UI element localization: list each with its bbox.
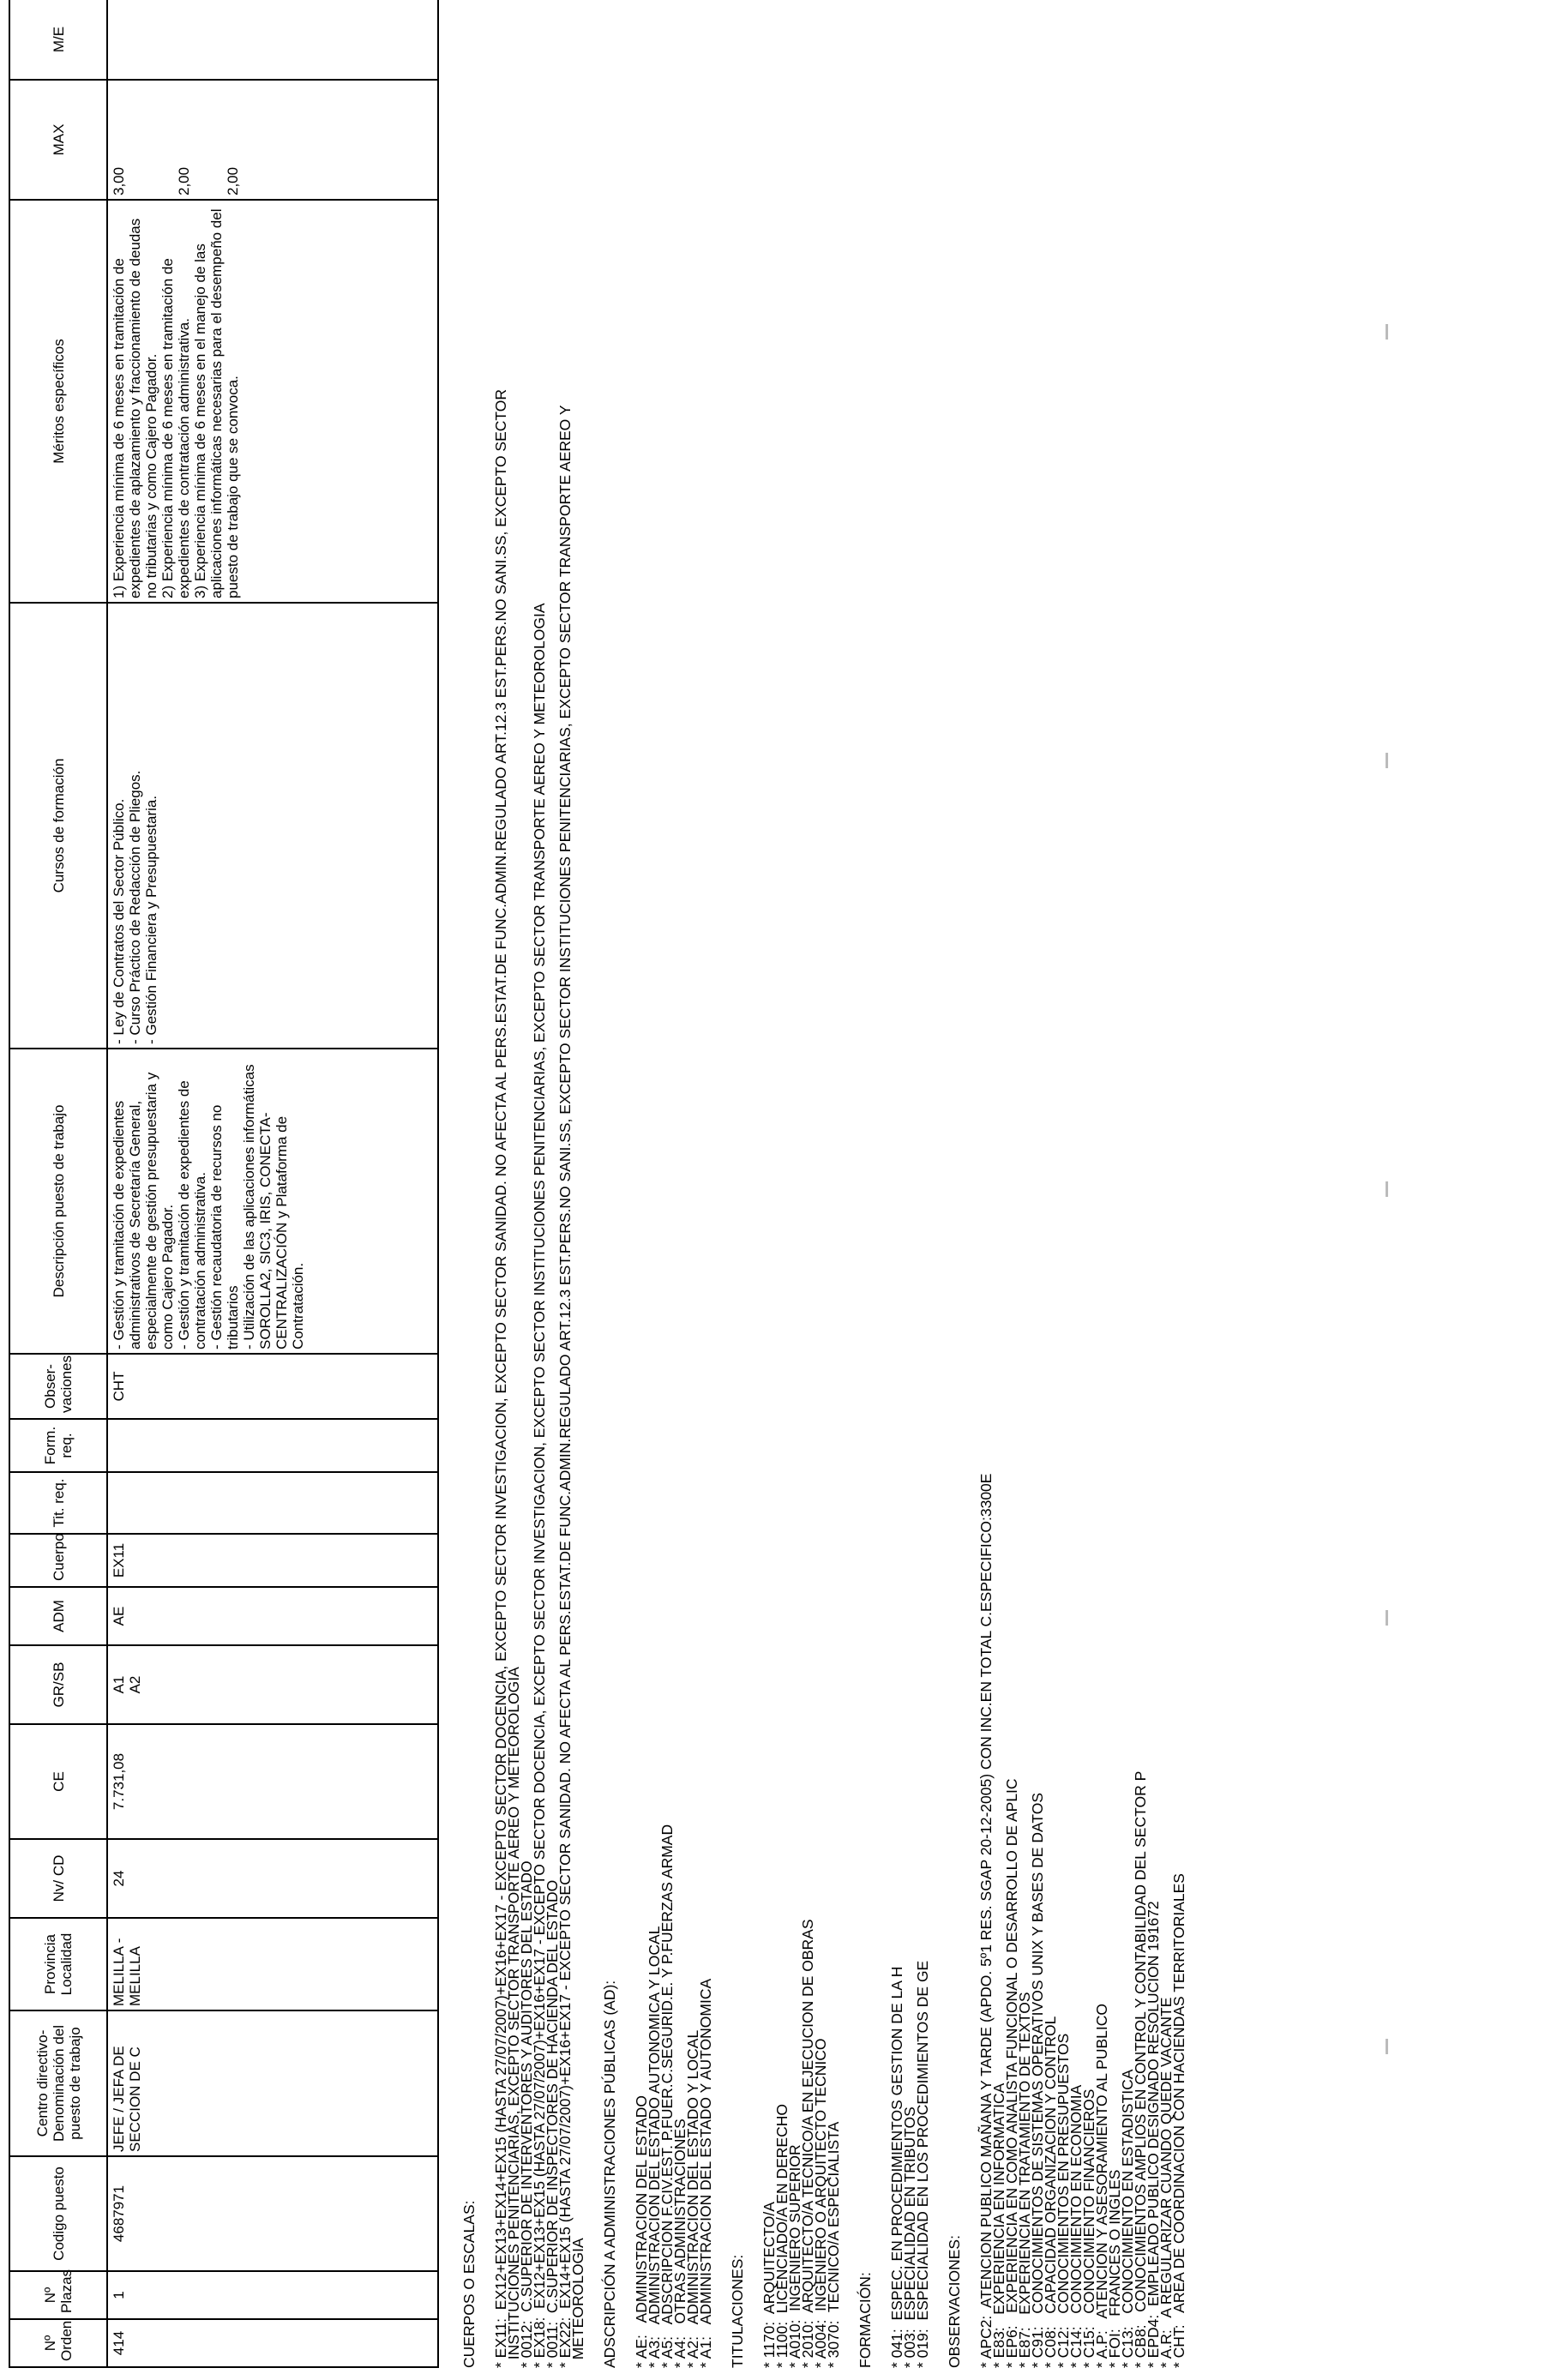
note-line: * 0012: C.SUPERIOR DE INTERVENTORES Y AUDITORES DEL ESTADO	[518, 1860, 535, 2368]
note-line: * A010: INGENIERO SUPERIOR	[786, 2144, 803, 2368]
note-line: * AE: ADMINISTRACION DEL ESTADO	[633, 2095, 650, 2368]
note-line: INSTITUCIONES PENITENCIARIAS, EXCEPTO SECTOR TRANSPORTE AEREO Y METEOROLOGIA	[505, 1667, 522, 2368]
note-line: * C12: CONOCIMIENTOS EN PRESUPUESTOS	[1055, 2033, 1072, 2368]
header-ce: CE	[9, 1724, 107, 1839]
section-lines	[760, 19, 842, 2368]
note-line: * 019: ESPECIALIDAD EN LOS PROCEDIMIENTOS DE GE	[914, 1960, 931, 2368]
section-adscripcion	[601, 19, 714, 2368]
note-line: * FOI: FRANCES O INGLES	[1106, 2169, 1123, 2368]
note-line: * CHT: AREA DE COORDINACION CON HACIENDAS TERRITORIALES	[1170, 1873, 1187, 2368]
cell-max: 3,00 2,00 2,00	[107, 80, 438, 200]
cell-adm: AE	[107, 1587, 438, 1645]
cell-observaciones: CHT	[107, 1354, 438, 1419]
note-line: * 3070: TECNICO/A ESPECIALISTA	[825, 2121, 842, 2368]
header-observaciones: Obser-vaciones	[9, 1354, 107, 1419]
note-line: * E87: EXPERIENCIA EN TRATAMIENTO DE TEXTOS	[1016, 1992, 1033, 2368]
page-tick-mark	[1386, 324, 1388, 340]
section-titulaciones	[731, 19, 840, 2368]
header-plazas: Nº Plazas	[9, 2271, 107, 2319]
note-line: * C15: CONOCIMIENTO FINANCIEROS	[1080, 2089, 1097, 2368]
note-line: * EX18: EX12+EX13+EX15 (HASTA 27/07/2007)+EX16+EX17 - EXCEPTO SECTOR DOCENCIA, EXCEPTO SECTOR INVESTIGACION, EXCEPTO SECTOR INSTITUCIONES PENITENCIARIAS, EXCEPTO SECTOR TRANSPORTE AEREO Y METEOROLOGIA	[531, 603, 548, 2368]
cell-cuerpo: EX11	[107, 1534, 438, 1587]
page-tick-mark	[1386, 1610, 1388, 1626]
note-line: * 003: ESPECIALIDAD EN TRIBUTOS	[901, 2107, 918, 2368]
note-line: * 1100: LICENCIADO/A EN DERECHO	[773, 2104, 791, 2368]
header-adm: ADM	[9, 1587, 107, 1645]
header-nivel: Nv/ CD	[9, 1839, 107, 1918]
section-formacion	[859, 19, 929, 2368]
cell-nivel: 24	[107, 1839, 438, 1918]
header-cuerpo: Cuerpo	[9, 1534, 107, 1587]
section-title: ADSCRIPCIÓN A ADMINISTRACIONES PÚBLICAS (AD):	[601, 1980, 618, 2368]
page-tick-mark	[1386, 753, 1388, 768]
section-title: OBSERVACIONES:	[946, 2235, 963, 2368]
note-line: * CB8: CONOCIMIENTOS AMPLIOS EN CONTROL Y CONTABILIDAD DEL SECTOR P	[1132, 1770, 1149, 2368]
note-line: * C13: CONOCIMIENTO EN ESTADISTICA	[1119, 2069, 1136, 2368]
note-line: * APC2: ATENCION PUBLICO MAÑANA Y TARDE (APDO. 5º1 RES. SGAP 20-12-2005) CON INC.EN TOTAL C.ESPECIFICO:3300E	[977, 1473, 995, 2368]
cell-titulacion	[107, 1472, 438, 1534]
section-observaciones	[948, 19, 1186, 2368]
section-title: TITULACIONES:	[729, 2254, 746, 2368]
header-descripcion: Descripción puesto de trabajo	[9, 1049, 107, 1354]
note-line: * C91: CONOCIMIENTOS DE SISTEMAS OPERATIVOS UNIX Y BASES DE DATOS	[1029, 1793, 1046, 2368]
cell-orden: 414	[107, 2319, 438, 2367]
note-line: * 1170: ARQUITECTO/A	[760, 2202, 778, 2368]
section-title: FORMACIÓN:	[857, 2272, 874, 2368]
cell-cursos: - Ley de Contratos del Sector Público. - Curso Práctico de Redacción de Pliegos. - Gestión Financiera y Presupuestaria.	[107, 603, 438, 1049]
note-line: * C14: CONOCIMIENTO EN ECONOMIA	[1067, 2084, 1085, 2368]
cell-grsb: A1 A2	[107, 1645, 438, 1724]
note-line: * A004: INGENIERO O ARQUITECTO TECNICO	[812, 2038, 829, 2368]
section-cuerpos	[460, 19, 586, 2368]
note-line: * 2010: ARQUITECTO/A TECNICO/A EN EJECUCION DE OBRAS	[799, 1919, 816, 2368]
section-lines	[977, 19, 1187, 2368]
note-line: * A4: OTRAS ADMINISTRACIONES	[671, 2119, 688, 2368]
header-max: MAX	[9, 80, 107, 200]
positions-table	[9, 0, 439, 2368]
section-lines	[492, 19, 586, 2368]
note-line: METEOROLOGIA	[569, 2238, 586, 2368]
section-title: CUERPOS O ESCALAS:	[460, 2200, 478, 2368]
header-provincia: Provincia Localidad	[9, 1918, 107, 2010]
cell-ce: 7.731,08	[107, 1724, 438, 1839]
header-codigo: Codigo puesto	[9, 2156, 107, 2271]
note-line: * A2: ADMINISTRACION DEL ESTADO Y LOCAL	[684, 2029, 701, 2368]
section-lines	[888, 19, 931, 2368]
note-line: * E83: EXPERIENCIA EN INFORMATICA	[990, 2082, 1007, 2368]
table-row	[107, 0, 438, 2367]
header-centro: Centro directivo-Denominación del puesto de trabajo	[9, 2010, 107, 2156]
note-line: * EX22: EX14+EX15 (HASTA 27/07/2007)+EX16+EX17 - EXCEPTO SECTOR SANIDAD. NO AFECTA AL PERS.ESTAT.DE FUNC.ADMIN.REGULADO ART.12.3 EST.PERS.NO SANI.SS, EXCEPTO SECTOR INSTITUCIONES PENITENCIARIAS, EXCEPTO SECTOR TRANSPORTE AEREO Y	[556, 405, 574, 2368]
cell-me	[107, 0, 438, 80]
note-line: * A1: ADMINISTRACION DEL ESTADO Y AUTONOMICA	[697, 1978, 714, 2368]
note-line: * A.R: A REGULARIZAR CUANDO QUEDE VACANTE	[1157, 1997, 1175, 2368]
note-line: * 0011: C.SUPERIOR DE INSPECTORES DE HACIENDA DEL ESTADO	[544, 1879, 561, 2368]
header-cursos: Cursos de formación	[9, 603, 107, 1049]
cell-codigo: 4687971	[107, 2156, 438, 2271]
header-orden: Nº Orden	[9, 2319, 107, 2367]
header-meritos: Méritos específicos	[9, 200, 107, 603]
cell-plazas: 1	[107, 2271, 438, 2319]
section-lines	[635, 19, 712, 2368]
note-line: * A.P: ATENCION Y ASESORAMIENTO AL PUBLICO	[1093, 2003, 1110, 2368]
legend-notes	[460, 19, 1205, 2368]
cell-formacion	[107, 1419, 438, 1472]
cell-centro: JEFE / JEFA DE SECCION DE C	[107, 2010, 438, 2156]
note-line: * A3: ADMINISTRACION DEL ESTADO AUTONOMICA Y LOCAL	[646, 1926, 663, 2368]
header-me: M/E	[9, 0, 107, 80]
cell-meritos: 1) Experiencia mínima de 6 meses en tramitación de expedientes de aplazamiento y fraccionamiento de deudas no tributarias y como Cajero Pagador. 2) Experiencia mínima de 6 meses en tramitación de expedientes de contratación administrativa. 3) Experiencia mínima de 6 meses en el manejo de las aplicaciones informáticas necesarias para el desempeño del puesto de trabajo que se convoca.	[107, 200, 438, 603]
note-line: * A5: ADSCRIPCION F.CIV.EST. P.FUER.C.SEGURID.E. Y P.FUERZAS ARMAD	[658, 1824, 676, 2368]
note-line: * EP6: EXPERIENCIA EN COMO ANALISTA FUNCIONAL O DESARROLLO DE APLIC	[1003, 1778, 1020, 2368]
page-tick-mark	[1386, 1181, 1388, 1197]
table-header-row	[9, 0, 107, 2367]
header-grsb: GR/SB	[9, 1645, 107, 1724]
header-titulacion: Tit. req.	[9, 1472, 107, 1534]
note-line: * EX11: EX12+EX13+EX14+EX15 (HASTA 27/07/2007)+EX16+EX17 - EXCEPTO SECTOR DOCENCIA, EXCEPTO SECTOR INVESTIGACION, EXCEPTO SECTOR SANIDAD. NO AFECTA AL PERS.ESTAT.DE FUNC.ADMIN.REGULADO ART.12.3 EST.PERS.NO SANI.SS, EXCEPTO SECTOR	[492, 388, 509, 2368]
note-line: * C08: CAPACIDAD ORGANIZACION Y CONTROL	[1042, 2016, 1059, 2368]
cell-descripcion: - Gestión y tramitación de expedientes administrativos de Secretaría General, especialmente de gestión presupuestaria y como Cajero Pagador. - Gestión y tramitación de expedientes de contratación administrativa. - Gestión recaudatoria de recursos no tributarios - Utilización de las aplicaciones informáticas SOROLLA2, SIC3, IRIS, CONECTA-CENTRALIZACIÓN y Plataforma de Contratación.	[107, 1049, 438, 1354]
cell-provincia: MELILLA - MELILLA	[107, 1918, 438, 2010]
note-line: * EPD4: EMPLEADO PUBLICO DESIGNADO RESOLUCION 191672	[1145, 1901, 1162, 2368]
page-tick-mark	[1386, 2039, 1388, 2054]
note-line: * 041: ESPEC. EN PROCEDIMIENTOS GESTION DE LA H	[888, 1966, 905, 2368]
header-formacion: Form. req.	[9, 1419, 107, 1472]
